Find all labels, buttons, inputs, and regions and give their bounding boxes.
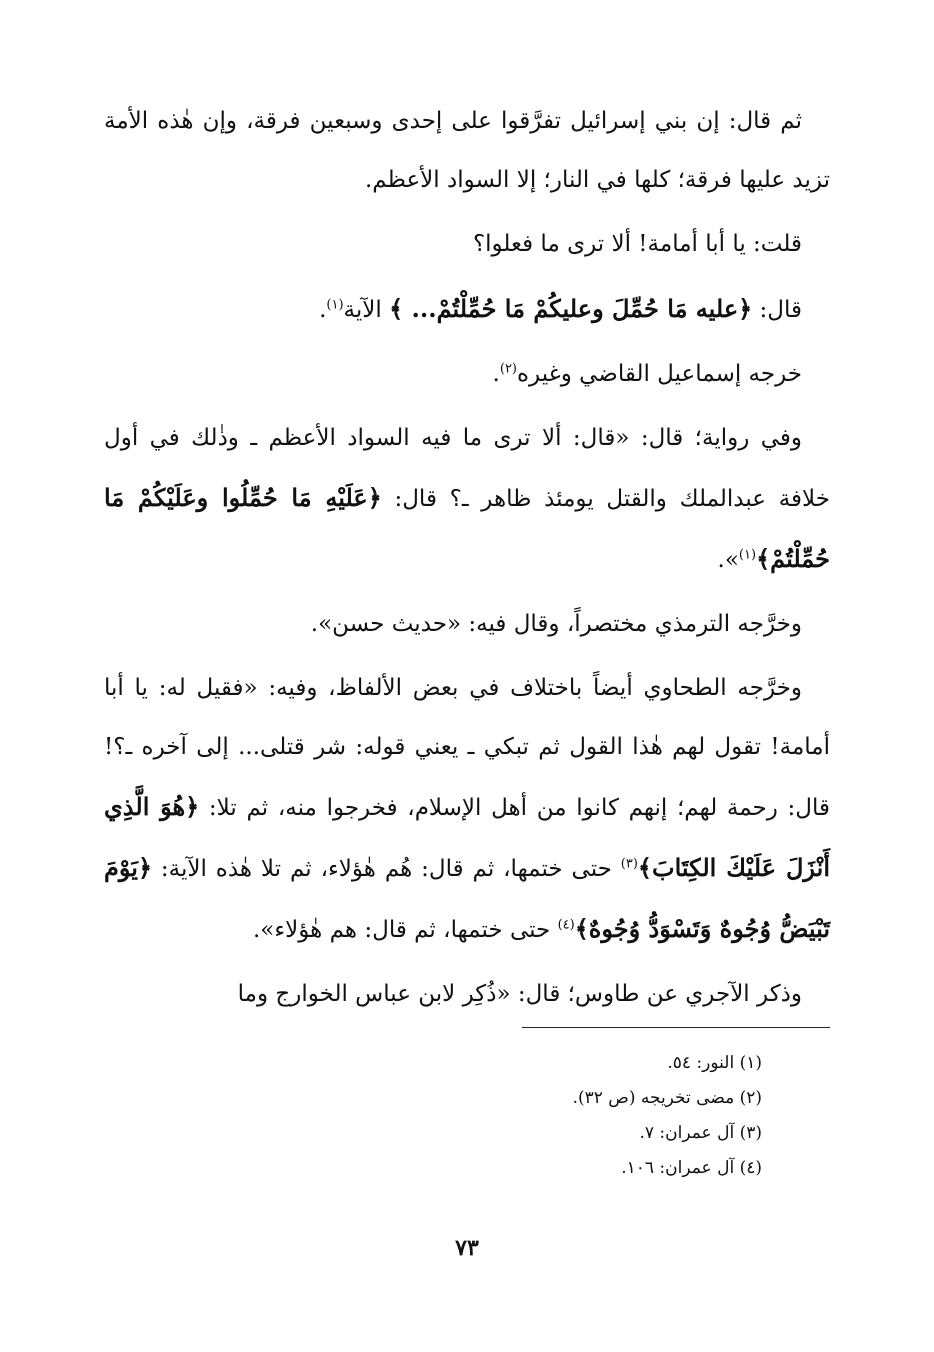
text-run: وفي رواية؛ قال: «قال: ألا ترى ما فيه السواد الأعظم ـ وذٰلك في أول خلافة عبدالملك والقتل يومئذ ظاهر ـ؟ قال: — [104, 425, 830, 512]
text-run: قال: — [752, 297, 802, 323]
text-run: حتى ختمها، ثم قال: هُم هٰؤلاء، ثم تلا هٰذه الآية: — [152, 856, 621, 882]
text-run: ». — [717, 547, 739, 573]
footnote-separator — [522, 1027, 830, 1028]
footnote-ref: (٤) — [557, 917, 575, 933]
text-run: الآية — [343, 297, 390, 323]
footnote-item: (٤) آل عمران: ١٠٦. — [621, 1158, 762, 1178]
text-run: حتى ختمها، ثم قال: هم هٰؤلاء». — [252, 917, 558, 943]
footnote-ref: (١) — [738, 547, 757, 563]
text-run: ثم قال: إن بني إسرائيل تفرَّقوا على إحدى وسبعين فرقة، وإن هٰذه الأمة تزيد عليها فرقة؛ كلها في النار؛ إلا السواد الأعظم. — [104, 108, 830, 193]
quran-quote: ﴿يَوْمَ تَبْيَضُّ وُجُوهٌ وَتَسْوَدُّ وُجُوهٌ﴾ — [104, 853, 830, 943]
quran-quote: ﴿عَلَيْهِ مَا حُمِّلُوا وعَلَيْكُمْ مَا حُمِّلْتُمْ﴾ — [104, 483, 830, 573]
paragraph — [104, 279, 830, 340]
text-run: خرجه إسماعيل القاضي وغيره — [517, 361, 802, 387]
paragraph — [104, 345, 830, 404]
paragraph — [104, 965, 830, 1024]
text-run: . — [319, 297, 327, 323]
text-run: . — [492, 361, 500, 387]
text-run: قلت: يا أبا أمامة! ألا ترى ما فعلوا؟ — [472, 231, 802, 257]
footnote-item: (٣) آل عمران: ٧. — [639, 1123, 762, 1143]
text-run: وخرَّجه الطحاوي أيضاً باختلاف في بعض الألفاظ، وفيه: «فقيل له: يا أبا أمامة! تقول لهم هٰذا القول ثم تبكي ـ يعني قوله: شر قتلى... إلى آخره ـ؟! قال: رحمة لهم؛ إنهم كانوا من أهل الإسلام، فخرجوا منه، ثم تلا: — [104, 675, 830, 821]
text-run: وذكر الآجري عن طاوس؛ قال: «ذُكِر لابن عباس الخوارج وما — [237, 981, 802, 1007]
footnote-item: (٢) مضى تخريجه (ص ٣٢). — [572, 1088, 762, 1108]
footnote-item: (١) النور: ٥٤. — [667, 1053, 762, 1073]
paragraph — [104, 92, 830, 210]
paragraph — [104, 659, 830, 960]
quran-quote: ﴿هُوَ الَّذِي أَنْزَلَ عَلَيْكَ الكِتَابَ﴾ — [104, 792, 830, 882]
page-number: ٧٣ — [455, 1235, 479, 1261]
paragraph — [104, 215, 830, 274]
footnote-ref: (٣) — [620, 856, 638, 872]
footnotes-list — [202, 1046, 762, 1186]
main-text — [104, 92, 830, 1029]
footnote-ref: (١) — [326, 297, 344, 313]
footnote-ref: (٢) — [499, 361, 517, 377]
text-run: وخرَّجه الترمذي مختصراً، وقال فيه: «حديث حسن». — [310, 611, 802, 637]
paragraph — [104, 409, 830, 590]
paragraph — [104, 595, 830, 654]
quran-quote: ﴿عليه مَا حُمِّلَ وعليكُمْ مَا حُمِّلْتُمْ... ﴾ — [389, 294, 753, 323]
